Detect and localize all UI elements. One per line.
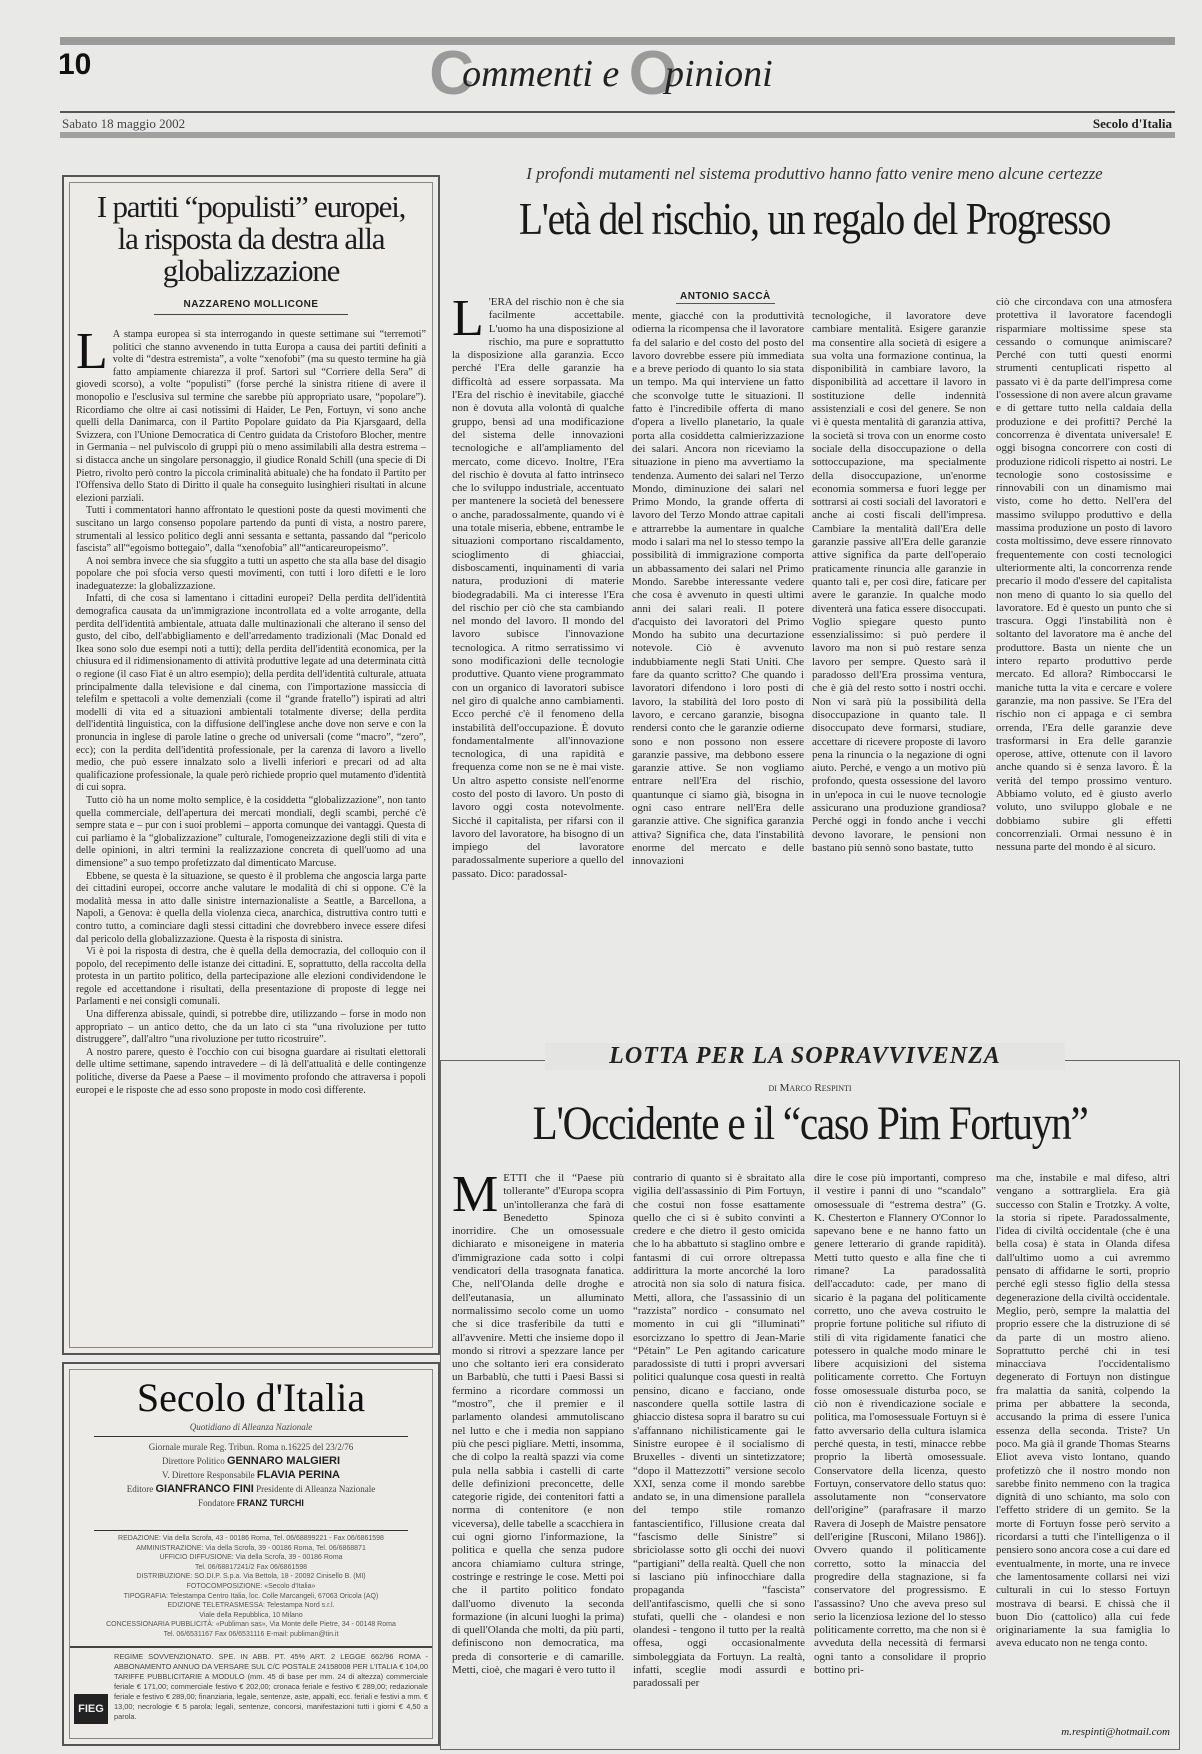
masthead-rule-2 (94, 1530, 408, 1531)
main-article-column-1 (452, 296, 624, 1040)
column-text: ciò che circondava con una atmosfera protettiva il lavoratore facendogli risparmiare moltissime spese sta cessando o comunque animiscare? Perché con tutti questi enormi strumenti centuplicati rispetto al passato vi è da parte dell'impresa come l'ossessione di non avere alcun gravame e di gettare tutto nella caldaia della produzione e dei profitti? Perché la concorrenza è diventata universale! E oggi bisogna concorrere con costi di produzione ridicoli rispetto ai nostri. Le tecnologie sono costosissime e rinnovabili con un dinamismo mai visto, come ho detto. Nell'era del massimo sviluppo produttivo e della massima produzione un posto di lavoro costa moltissimo, deve essere rinnovato frequentemente con costi tecnologici ulteriormente alti, la concorrenza rende precario il modo d'essere del capitalista non meno di quanto lo sia quello del lavoratore. Ed è questo un punto che si trascura. Oggi l'instabilità non è soltanto del lavoratore ma è anche del produttore. Basta un niente che un intero reparto produttivo perde mercato. Ed allora? Rimboccarsi le maniche tutta la vita e cercare e volere garanzie, ma non passive. Se l'Era del rischio non ci appaga e ci sembra orrenda, l'Era delle garanzie deve trasformarsi in Era delle garanzie operose, attive, ottenute con il lavoro anche quando si è senza lavoro. È la verità del tempo prossimo venturo. Abbiamo voluto, ed è giusto averlo voluto, uno sviluppo globale e ne dobbiamo subire gli effetti concorrenziali. Ormai nessuno è in nessuna parte del mondo è al sicuro. (996, 296, 1172, 854)
column-text: contrario di quanto si è sbraitato alla vigilia dell'assassinio di Pim Fortuyn, che costui non fosse esattamente quello che ci si è subito convinti a credere e che dietro il gesto omicida che lo ha abbattuto si staglino ombre e fantasmi di cui orrore oltrepassa addirittura la morte ancorché la loro atrocità non sia solo di natura fisica. Metti, allora, che l'assassinio di un “razzista” nordico - consumato nel momento in cui gli “illuminati” esorcizzano lo spettro di Jean-Marie “Pétain” Le Pen agitando caricature paradossiste di tutti i propri avversari politici qualunque cosa questi in realtà pensino, dicano e facciano, onde nascondere quella sottile lastra di ghiaccio distesa sopra il baratro su cui s'affannano nichilisticamente gai le Sinistre europee è il socialismo di Bruxelles - diventi un sintetizzatore; “dopo il Mattezzotti” versione secolo XXI, senza come il mondo sarebbe andato se, in una dimensione parallela del tempo stile romanzo fantascientifico, l'illusione creata dal “fascismo delle Sinistre” si sbriciolasse sotto gli occhi dei nuovi “partigiani” della realtà. Quell che non si lasciano più infinocchiare dalla propaganda “fascista” dell'antifascismo, quelli che si sono stufati, quelli che - olandesi e non olandesi - tengono il tutto per la realtà offesa, oggi occasionalmente simboleggiata da Fortuyn. La realtà, infatti, sceglie modi assurdi e paradossali per (633, 1172, 805, 1690)
address-line: REDAZIONE: Via della Scrofa, 43 - 00186 Roma, Tel. 06/68899221 - Fax 06/6861598 (118, 1535, 384, 1542)
column-text: 'ERA del rischio non è che sia facilmente accettabile. L'uomo ha una disposizione al rischio, ma pure e soprattutto la disposizione alla garanzia. Ecco perché l'Era delle garanzie ha difficoltà ad essere sorpassata. Ma l'Era del rischio è inevitabile, giacché non è dovuta alla volontà di qualche gruppo, bensì ad una modificazione del sistema delle innovazioni tecnologiche e all'ampliamento del mercato, come dicevo. Inoltre, l'Era del rischio è dovuta al fatto intrinseco che lo sviluppo industriale, accentuato per mantenere la società del benessere o anche, paradossalmente, quando vi è una totale miseria, ebbene, entrambe le situazioni comportano riscaldamento, scioglimento di ghiacciai, disboscamenti, inquinamenti di varia natura, produzioni di materie biodegradabili. Ma ci interesse l'Era del rischio per ciò che sta cambiando nel mondo del lavoro. Il mondo del lavoro subisce l'innovazione tecnologica. A ritmo serratissimo vi sono modificazioni delle tecnologie produttive. Quanto viene programmato con un organico di lavoratori subisce nel giro di qualche anno cambiamenti. Ecco perché c'è il fenomeno della instabilità dell'occupazione. È dovuto fondamentalmente all'innovazione tecnologica, di una rapidità e frequenza come non se ne è mai viste. Un altro aspetto consiste nell'enorme costo del posto di lavoro. Un posto di lavoro oggi costa notevolmente. Sicché il capitalista, per rifarsi con il lavoro del lavoratore, ha bisogno di un impiego del lavoratore paradossalmente superiore a quello del passato. Dico: paradossal- (452, 296, 624, 880)
left-article-headline: I partiti “populisti” europei, la risposta da destra alla globalizzazione (96, 189, 406, 288)
director-name: GENNARO MALGIERI (226, 1455, 341, 1467)
masthead-title: Secolo d'Italia (136, 1375, 366, 1420)
paragraph: Tutti i commentatori hanno affrontato le questioni poste da questi movimenti che suscitano un largo consenso popolare partendo da punti di vista, a nostro parere, strumentali al lessico politico degli anni sessanta e settanta, passando dal “pericolo fascista” all'“egoismo bottegaio”, dalla “xenofobia” all'“anticareuropeismo”. (76, 505, 426, 555)
address-line: DISTRIBUZIONE: SO.DI.P. S.p.a. Via Bettola, 18 - 20092 Cinisello B. (MI) (136, 1573, 366, 1581)
column-text: ETTI che il “Paese più tollerante” d'Europa scopra un'intolleranza che farà di Benedetto Spinoza inorridire. Che un omosessuale dichiarato e misoneigene in materia d'immigrazione cada sotto i colpi vendicatori della trasognata fanatica. Che, nell'Olanda delle droghe e dell'eutanasia, un alluminato normalissimo secolo come un uomo che si dice trasferibile da tutti e all'avvenire. Metti che insieme dopo il mondo si ritrovi a spezzare lance per uno che soltanto ieri era considerato un Barbablù, che tutti i Paesi Bassi si fermino a ricordare commossi un “mostro”, che il premier e il parlamento olandesi ammutoliscano nel lutto e che i media non sappiano più che pesci pigliare. Metti, insomma, che di colpo la realtà spazzi via come pula nella sabbia i castelli di carte delle definizioni preconcette, delle categorie rigide, dei contenitori fatti a norma di contenitore (e non viceversa), delle tabelle a scacchiera in cui ogni giorno l'informazione, la politica e quella che senza pudore ancora chiamiamo cultura stringe, costringe e restringe le cose. Metti poi che il partito politico fondato dall'uomo divenuto la seconda formazione (in alcuni luoghi la prima) di quell'Olanda che molti, da più parti, definiscono non democratica, ma preda di consorterie e di camarille. Metti, cioè, che magari è vero tutto il (452, 1172, 624, 1676)
column-text: ma che, instabile e mal difeso, altri vengano a sottrargliela. Era già successo con Stalin e Trotzky. A volte, la storia si ripete. Paradossalmente, l'idea di civiltà occidentale (che è una bella cosa) è stata in Olanda difesa dall'ultimo uomo a cui avremmo pensato di affidarne le sorti, proprio perché egli stesso figlio della stessa degenerazione della civiltà occidentale. Meglio, però, sempre la malattia del proprio essere che la distruzione di sé da parte di un mostro alieno. Soprattutto perché chi in tesi minacciava l'occidentalismo degenerato di Fortuyn non distingue fra malattia da sanità, colpendo la prima per abbattere la seconda, accusando la prima di essere l'unica essenza della seconda. Triste? Un poco. Ma già il grande Thomas Stearns Eliot aveva visto lontano, quando profetizzò che il nostro mondo non sarebbe finito nemmeno con la tragica dignità di uno schianto, ma solo con l'effetto stridere di un gemito. Se la morte di Fortuyn fosse però servito a ricordarsi a tutti che l'intelligenza o il pensiero sono ancora cose a cui dare ed eventualmente, in morte, una re invece che lamentosamente collarsi nei vizi culturali in cui lo stesso Fortuyn mostrava di bearsi. E chissà che il buon Dio (cattolico) alla cui fede originariamente la sua famiglia lo aveva educato non ne tenga conto. (996, 1172, 1170, 1650)
section-title-cap-o: O (628, 39, 678, 108)
masthead-addresses (72, 1534, 430, 1640)
editor-role: Presidente di Alleanza Nazionale (256, 1484, 376, 1494)
address-line: CONCESSIONARIA PUBBLICITÀ: «Publiman sas», Via Monte delle Pietre, 34 - 00148 Roma (106, 1621, 396, 1629)
issue-date: Sabato 18 maggio 2002 (62, 116, 186, 131)
page-number: 10 (58, 48, 92, 81)
editor-name: GIANFRANCO FINI (155, 1483, 254, 1495)
second-article-banner: LOTTA PER LA SOPRAVVIVENZA (545, 1043, 1065, 1070)
drop-cap: M (452, 1172, 499, 1223)
masthead-subtitle: Quotidiano di Alleanza Nazionale (189, 1422, 313, 1432)
main-article-column-3 (812, 310, 986, 1040)
paragraph: Tutto ciò ha un nome molto semplice, è la cosiddetta “globalizzazione”, non tanto quella commerciale, dell'apertura dei mercati mondiali, degli scambi, perché c'è sempre stata e – pur con i suoi problemi – apporta comunque dei vantaggi. Questa di cui parliamo è la “globalizzazione” culturale, l'omogeneizzazione degli stili di vita e delle opinioni, in altri termini la realizzazione concreta di quell'uomo ad una dimensione” a suo tempo profetizzato dal dimenticato Marcuse. (76, 794, 426, 869)
main-article-column-2 (632, 310, 804, 1040)
address-line: Tel. 06/68817241/2 Fax 06/6861598 (194, 1563, 308, 1571)
paragraph: A stampa europea si sta interrogando in queste settimane sui “terremoti” politici che stanno avvenendo in tutta Europa a causa dei partiti definiti a volte di “destra estremista”, a volte “xenofobi” (ma su questo termine ha già fatto ampiamente chiarezza il prof. Sartori sul “Corriere della Sera” di giovedì scorso), a volte “populisti” (forse perché la sinistra ritiene di avere il monopolio e l'esclusiva sul termine che sarebbe più appropriato usare, “popolare”). Ricordiamo che oltre ai casi notissimi di Haider, Le Pen, Fortuyn, vi sono anche quelli della Danimarca, con il Partito Popolare guidato da Pia Kjarsgaard, della Svizzera, con l'Unione Democratica di Centro guidata da Cristoforo Blocher, mentre in Germania – nel pulviscolo di gruppi più o meno assimilabili alla destra estrema – si distacca anche un singolare personaggio, il giudice Ronald Schill (una specie di Di Pietro, rivolto però contro la piccola criminalità abituale) che ha fondato il Partito per l'Offensiva dello Stato di Diritto il quale ha conseguito lusinghieri risultati in alcune elezioni parziali. (76, 329, 426, 504)
paragraph: Una differenza abissale, quindi, si potrebbe dire, utilizzando – forse in modo non appropriato – un antico detto, che da un lato ci sta “una rivoluzione per tutto distruggere”, dall'altro “una rivoluzione per tutto ricostruire”. (76, 1009, 426, 1046)
second-article-column-4 (996, 1172, 1170, 1724)
second-article-column-1 (452, 1172, 624, 1740)
address-line: EDIZIONE TELETRASMESSA: Telestampa Nord s.r.l. (167, 1602, 335, 1610)
left-article-box (62, 175, 440, 1355)
section-title-part-1: ommenti e (462, 53, 629, 95)
masthead-rule (94, 1436, 408, 1437)
column-text: mente, giacché con la produttività odierna la ricompensa che il lavoratore fa del salario e del costo del posto del lavoro dovrebbe essere più immediata e a breve periodo di quanto lo sia stata un tempo. Ma qui interviene un fatto che sconvolge tutte le situazioni. Il fatto è l'incredibile offerta di mano d'opera a livello planetario, la quale porta alla cosiddetta calmierizzazione dei salari. Ancora non riceviamo la situazione in pieno ma avvertiamo la tendenza. Aumento dei salari nel Terzo Mondo, diminuzione dei salari nel Primo Mondo, la grande offerta di lavoro del Terzo Mondo attrae capitali e attrarrebbe la aumentare in qualche modo i salari ma nel lo stesso tempo la possibilità di immigrazione comporta un abbassamento dei salari nel Primo Mondo. Sarebbe interessante vedere che cosa è avvenuto in questi ultimi anni dei salari reali. Il potere d'acquisto dei lavoratori del Primo Mondo ha subito una decurtazione notevole. Ciò è avvenuto indubbiamente negli Stati Uniti. Che fare da quanto scritto? Che quando i lavoratori difendono i loro posti di lavoro, la stabilità del loro posto di lavoro, e cercano garanzie, bisogna rendersi conto che le garanzie odierne sono e non possono non essere garanzie passive, ma debbono essere garanzie attive. Se non vogliamo entrare nell'Era del rischio, quantunque ci siamo già, bisogna in ogni caso entrare nell'Era delle garanzie attive. Che significa garanzia attiva? Significa che, data l'instabilità enorme del mercato e delle innovazioni (632, 310, 804, 868)
address-line: UFFICIO DIFFUSIONE: Via della Scrofa, 39 - 00186 Roma (159, 1554, 343, 1562)
vice-label: V. Direttore Responsabile (162, 1470, 255, 1480)
second-article-byline: di Marco Respinti (768, 1082, 852, 1094)
vice-director-line (74, 1468, 428, 1482)
paragraph: Ebbene, se questa è la situazione, se questo è il problema che angoscia larga parte dei cittadini europei, occorre anche valutare le modalità di chi si oppone. C'è la modalità messa in atto dalle sinistre internazionaliste a Seattle, a Barcellona, a Napoli, a Genova: è quella della violenza cieca, anarchica, distruttiva contro tutti e contro tutto, a cominciare dagli stessi cittadini che dovrebbero invece essere difesi dal pericolo della globalizzazione. Questa è la risposta di sinistra. (76, 870, 426, 945)
author-email: m.respinti@hotmail.com (1061, 1726, 1170, 1738)
paragraph: A nostro parere, questo è l'occhio con cui bisogna guardare ai risultati elettorali delle ultime settimane, sapendo intravedere – di là dell'attualità e delle contingenze politiche, diverse da Paese a Paese – il movimento profondo che attraversa i popoli europei e le risposte che ad esso sono proposte in modo così differente. (76, 1046, 426, 1096)
main-article-byline: ANTONIO SACCÀ (676, 290, 775, 304)
drop-cap: L (76, 329, 108, 380)
registration: Giornale murale Reg. Tribun. Roma n.16225 del 23/2/76 (148, 1442, 354, 1452)
second-article-column-2 (633, 1172, 805, 1740)
paragraph: Infatti, di che cosa si lamentano i cittadini europei? Della perdita dell'identità demografica causata da un'immigrazione incontrollata ed a volte arrogante, della perdita dell'identità ambientale, attuata dalle multinazionali che alterano il senso del gusto, del cibo, dell'abbigliamento e dell'arredamento tradizionali (Mac Donald ed Ikea sono solo due esempi noti a tutti); della perdita dell'identità economica, per la chiusura ed il ridimensionamento di attività produttive legate ad una determinata città o regione (il caso Fiat è un altro esempio); della perdita dell'identità culturale, attuata principalmente dalla televisione e dal cinema, con l'importazione massiccia di telefilm e spettacoli a volte demenziali (come il “grande fratello”) ispirati ad altri modelli di vita ed a situazioni ambientali totalmente diverse; della perdita dell'identità linguistica, con la diffusione dell'inglese anche dove non serve e con la pronuncia in inglese di parole latine o greche od universali (come “macro”, “zero”, ecc); con la perdita dell'identità professionale, per la carenza di lavoro a livello medio, che può essere innalzato solo a livelli inferiori e precari od ad alta qualificazione professionale, la quale però richiede proprio quel mutamento d'identità di cui sopra. (76, 593, 426, 794)
founder-name: FRANZ TURCHI (236, 1498, 304, 1508)
address-line: TIPOGRAFIA: Telestampa Centro Italia, loc. Colle Marcangeli, 67063 Oricola (AQ) (123, 1592, 379, 1600)
editor-line (74, 1482, 428, 1496)
founder-label: Fondatore (198, 1498, 235, 1508)
founder-line (74, 1496, 428, 1510)
section-title (0, 38, 1202, 109)
column-text: dire le cose più importanti, compreso il vestire i panni di uno “scandalo” omosessuale di “estrema destra” (G. K. Chesterton e Flannery O'Connor lo sapevano bene e ne hanno fatto un genere letterario di grande rapidità). Metti tutto questo e alla fine che ti rimane? La paradossalità dell'accaduto: cade, per mano di sicario è la pagana del politicamente corretto, uno che aveva costruito le proprie fortune politiche sul rifiuto di stili di vita rigidamente fanatici che potessero in qualche modo minare le libere acquisizioni del sistema politicamente corretto. Che Fortuyn fosse omosessuale disturba poco, se ciò non è rivendicazione sociale e politica, ma l'omosessuale Fortuyn si è fatto avversario della cultura islamica perché questa, in testi, minacce rebbe proprio la libertà omosessuale. Conservatore della licenza, questo Fortuyn, conservatore dello status quo: assolutamente non “conservatore dell'origine” (parafrasare il marzo Ravera di Joseph de Maistre pensatore dell'erigine [Rusconi, Milano 1986]). Ovvero quando il politicamente corretto, sotto la minaccia del progredire della stagnazione, si fa conservatore del progressismo. E l'assassino? Uno che aveva preso sul serio la licenziosa lezione del lo stesso politicamente corretto, ma che non si è avveduta della necessità di fermarsi ogni tanto a consolidare il proprio bottino pri- (814, 1172, 986, 1676)
director-line (74, 1454, 428, 1468)
logo-spacer (74, 1690, 114, 1730)
address-line: AMMINISTRAZIONE: Via della Scrofa, 39 - 00186 Roma, Tel. 06/6868871 (136, 1544, 366, 1552)
fieg-logo: FIEG (74, 1694, 108, 1724)
masthead-credits (74, 1440, 428, 1510)
byline-rule (154, 314, 348, 315)
section-title-cap-c: C (429, 39, 475, 108)
editor-label: Editore (126, 1484, 154, 1494)
second-article-headline: L'Occidente e il “caso Pim Fortuyn” (532, 1097, 1088, 1150)
section-title-part-2: pinioni (665, 53, 773, 95)
address-line: FOTOCOMPOSIZIONE: «Secolo d'Italia» (186, 1582, 316, 1590)
subscription-text: REGIME SOVVENZIONATO. SPE. IN ABB. PT. 45% ART. 2 LEGGE 662/96 ROMA - ABBONAMENTO ANNUO DA VERSARE SUL C/C POSTALE 24158008 PER L'ITALIA € 104,00 TARIFFE PUBBLICITARIE A MODULO (mm. 45 di base per mm. 24 di altezza) commerciale feriale € 171,00; commerciale festivo € 202,00; cronaca feriale e festivo € 289,00; redazionale feriale e festivo € 289,00; finanziaria, legale, sentenze, aste, appalti, ecc. feriali e festivi a mm. € 13,00; necrologie € 5 parola; legali, sentenze, concorsi, manifestazioni tutti i giorni € 4,50 a parola. (114, 1652, 428, 1721)
main-article-headline: L'età del rischio, un regalo del Progresso (518, 193, 1111, 244)
paper-name: Secolo d'Italia (1092, 116, 1172, 131)
subscription-info (74, 1652, 428, 1736)
paragraph: A noi sembra invece che sia sfuggito a tutti un aspetto che sta alla base del disagio popolare che poi sfocia verso questi movimenti, con tutti i loro difetti e le loro inadeguatezze: la globalizzazione. (76, 555, 426, 592)
masthead-box (62, 1362, 440, 1746)
paragraph: Vi è poi la risposta di destra, che è quella della democrazia, del colloquio con il popolo, del recepimento delle istanze dei cittadini. E, soprattutto, della raccolta della protesta in un partito politico, della partecipazione alle elezioni condividendone le regole ed accettandone i risultati, della presentazione di proposte di legge nei Parlamenti e nei consigli comunali. (76, 946, 426, 1008)
header-rule (60, 111, 1175, 113)
second-article-column-3 (814, 1172, 986, 1740)
left-article-body (76, 329, 426, 1349)
drop-cap: L (452, 296, 484, 347)
column-text: tecnologiche, il lavoratore deve cambiare mentalità. Esigere garanzie ma consentire alla società di esigere a sua volta una formazione continua, la disponibilità in cambiare lavoro, la disponibilità ad accettare il lavoro in sostituzione delle indennità assistenziali e così del genere. Se non vi è questa mentalità di garanzia attiva, la società si trova con un enorme costo sociale della disoccupazione o della sottoccupazione, ma specialmente della disoccupazione, un'enorme economia sommersa e fuori legge per sottrarsi ai costi sociali del lavoratori e anche ai costi fiscali dell'impresa. Cambiare la mentalità dall'Era delle garanzie passive all'Era delle garanzie attive significa da parte dell'operaio praticamente rinuncia alle garanzie in quanto tali e, per così dire, faticare per avere le garanzie. In qualche modo diventerà una fatica essere disoccupati. Voglio spiegare questo punto essenzialissimo: si può perdere il lavoro ma non si può restare senza lavoro per sempre. Questo sarà il paradosso dell'Era prossima ventura, che è già del resto sotto i nostri occhi. Non vi sarà più la possibilità della disoccupazione in quanto tale. Il disoccupato deve formarsi, studiare, accettare di ricevere proposte di lavoro pena la rinuncia o la negazione di ogni aiuto. Perché, e vengo a un motivo più profondo, questa ossessione del lavoro in un'epoca in cui le nuove tecnologie assicurano una produzione grandiosa? Perché oggi in fondo anche i vecchi devono lavorare, le pensioni non bastano più sennò sono bastate, tutto (812, 310, 986, 854)
address-line: Tel. 06/6531167 Fax 06/6531116 E-mail: publiman@tin.it (163, 1630, 339, 1638)
address-line: Viale della Repubblica, 10 Milano (199, 1611, 303, 1619)
vice-name: FLAVIA PERINA (256, 1469, 340, 1481)
masthead-rule-3 (70, 1646, 432, 1648)
main-article-kicker: I profondi mutamenti nel sistema produttivo hanno fatto venire meno alcune certezze (526, 164, 1103, 183)
main-article-column-4 (996, 296, 1172, 1040)
director-label: Direttore Politico (161, 1456, 225, 1466)
left-article-byline: NAZZARENO MOLLICONE (183, 299, 319, 310)
header-bottom-rule (60, 132, 1175, 138)
